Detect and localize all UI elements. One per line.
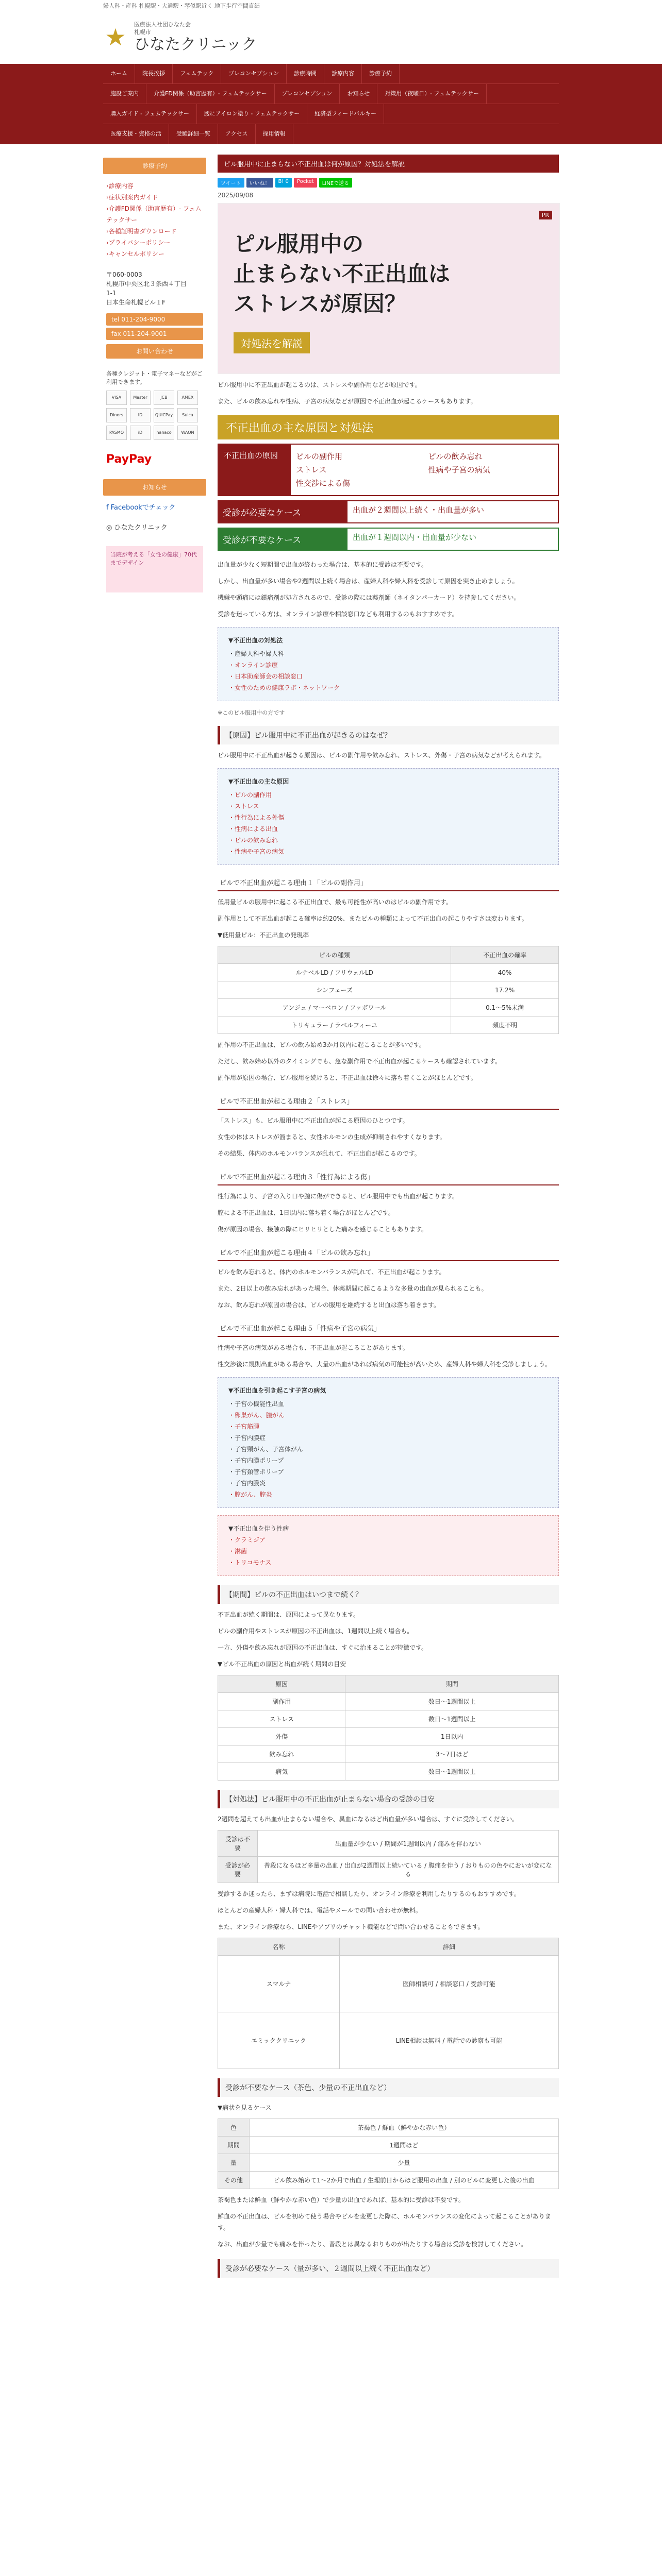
nav-item[interactable]: 介護FD関係（助言歴有）- フェムテックサー	[146, 84, 275, 104]
clinic-logo[interactable]	[103, 21, 257, 54]
table-cell: 外傷	[218, 1728, 345, 1745]
table-cell: ルナベルLD / フリウェルLD	[218, 964, 451, 981]
hero-subtitle: 対処法を解説	[234, 332, 310, 353]
table-row	[218, 1831, 559, 1857]
hero-image	[218, 203, 560, 374]
table-cell: 0.1〜5%未満	[451, 999, 559, 1016]
share-buttons	[218, 178, 559, 188]
facebook-icon: f	[106, 504, 111, 512]
table-header: 詳細	[339, 1938, 558, 1956]
payment-logo: nanaco	[154, 426, 174, 440]
nav-item[interactable]: 院長挨拶	[135, 64, 173, 83]
nav-row-1	[103, 64, 559, 84]
box-item: ・子宮内膜症	[228, 1434, 266, 1442]
paragraph: また、オンライン診療なら、LINEやアプリのチャット機能などで問い合わせることもできます。	[218, 1923, 484, 1930]
table-cell: 頻度不明	[451, 1016, 559, 1034]
box-link[interactable]: ・ピルの飲み忘れ	[228, 837, 278, 844]
case-label: 受診が必要なケース	[218, 500, 346, 523]
sidebar-link[interactable]: ›キャンセルポリシー	[106, 250, 164, 258]
paragraph: 傷が原因の場合、接触の際にヒリヒリとした痛みを感じることもあります。	[218, 1226, 428, 1233]
section-heading: 【期間】ピルの不正出血はいつまで続く？	[218, 1585, 559, 1604]
paragraph: 鮮血の不正出血は、ピルを初めて使う場合やピルを変更した際に、ホルモンバランスの変化によって起こることがあります。	[218, 2213, 551, 2231]
share-button[interactable]: いいね！	[246, 178, 273, 188]
box-link[interactable]: ・クラミジア	[228, 1536, 266, 1544]
table-cell: 医師相談可 / 相談窓口 / 受診可能	[339, 1956, 558, 2012]
sidebar	[103, 155, 206, 2282]
table-header: その他	[218, 2172, 250, 2189]
paragraph: 性行為により、子宮の入り口や膣に傷ができると、ピル服用中でも出血が起こります。	[218, 1193, 459, 1200]
table-cell: 飲み忘れ	[218, 1745, 345, 1763]
paragraph: 茶褐色または鮮血（鮮やかな赤い色）で少量の出血であれば、基本的に受診は不要です。	[218, 2196, 465, 2204]
table-cell: 1週間ほど	[249, 2137, 558, 2154]
header-tagline: 婦人科・産科 札幌駅・大通駅・琴似駅近く 地下歩行空間直結	[0, 0, 662, 12]
box-link[interactable]: ・日本助産師会の相談窓口	[228, 673, 303, 680]
payment-methods	[103, 391, 206, 440]
table-cell: 出血量が少ない / 期間が1週間以内 / 痛みを伴わない	[257, 1831, 558, 1857]
case-value: 出血が２週間以上続く・出血量が多い	[346, 500, 559, 523]
table-cell: アンジュ / マーベロン / ファボワール	[218, 999, 451, 1016]
article-title: ピル服用中に止まらない不正出血は何が原因？対処法を解説	[218, 155, 559, 173]
address-line: 1-1	[106, 290, 117, 297]
hero-line: 止まらない不正出血は	[234, 261, 451, 286]
payment-logo: ID	[130, 408, 151, 422]
logo-subtitle-2: 札幌市	[134, 29, 151, 36]
table-cell: ストレス	[218, 1710, 345, 1728]
table-cell: 副作用	[218, 1693, 345, 1710]
nav-item[interactable]: プレコンセプション	[221, 64, 287, 83]
sidebar-link[interactable]: ›各種証明書ダウンロード	[106, 228, 177, 235]
remedy-box	[218, 627, 559, 701]
payment-logo: Diners	[106, 408, 127, 422]
paragraph: ピルを飲み忘れると、体内のホルモンバランスが乱れて、不正出血が起こります。	[218, 1268, 445, 1276]
cause-item: ストレス	[296, 465, 327, 474]
case-not-needed	[218, 528, 559, 551]
share-button[interactable]: Pocket	[294, 178, 317, 188]
table-cell: トリキュラー / ラベルフィーユ	[218, 1016, 451, 1034]
table-header: 原因	[218, 1675, 345, 1693]
table-caption: ▼ピル不正出血の原因と出血が続く期間の目安	[218, 1660, 346, 1668]
hero-title	[234, 229, 450, 319]
facebook-link[interactable]	[103, 496, 206, 518]
address-line: 札幌市中央区北３条西４丁目	[106, 280, 187, 287]
cause-item: ピルの副作用	[296, 452, 343, 461]
paragraph: 「ストレス」も、ピル服用中に不正出血が起こる原因のひとつです。	[218, 1117, 409, 1124]
table-row	[218, 1710, 559, 1728]
box-item: ・産婦人科や婦人科	[228, 650, 285, 657]
table-cell: 病気	[218, 1763, 345, 1781]
table-cell: 1日以内	[345, 1728, 559, 1745]
paragraph: また、2日以上の飲み忘れがあった場合、休薬期間に起こるような多量の出血が見られることも。	[218, 1285, 488, 1292]
paragraph: 受診を迷っている方は、オンライン診療や相談窓口なども利用するのもおすすめです。	[218, 611, 458, 618]
nav-item[interactable]: 経済型フィードバルキー	[307, 104, 384, 124]
nav-item[interactable]: 腰にアイロン塗り - フェムテックサー	[197, 104, 307, 124]
table-header: 色	[218, 2119, 250, 2137]
payment-logo: VISA	[106, 391, 127, 405]
paragraph: 女性の体はストレスが溜まると、女性ホルモンの生成が抑制されやすくなります。	[218, 1133, 446, 1141]
paragraph: また、ピルの飲み忘れや性病、子宮の病気などが原因で不正出血が起こるケースもあります。	[218, 398, 477, 405]
hero-line: ピル服用中の	[234, 231, 364, 257]
payment-logo: WAON	[177, 426, 198, 440]
box-link[interactable]: ・トリコモナス	[228, 1559, 272, 1566]
box-heading: ▼不正出血の主な原因	[228, 778, 289, 785]
logo-subtitle: 医療法人社団ひなた会	[134, 21, 191, 28]
cause-item: 性病や子宮の病気	[428, 465, 490, 474]
news-heading[interactable]: お知らせ	[103, 479, 206, 496]
payment-note: 各種クレジット・電子マネーなどがご利用できます。	[106, 370, 203, 385]
paragraph: 不正出血が続く期間は、原因によって異なります。	[218, 1611, 360, 1618]
fax-number: fax 011-204-9001	[106, 328, 203, 340]
nav-item[interactable]: ホーム	[103, 64, 135, 83]
subsection-heading: ピルで不正出血が起こる理由１「ピルの副作用」	[218, 874, 559, 891]
paragraph: ピルの副作用やストレスが原因の不正出血は、1週間以上続く場合も。	[218, 1628, 413, 1635]
paragraph: 出血量が少なく短期間で出血が終わった場合は、基本的に受診は不要です。	[218, 561, 427, 568]
table-row	[218, 1693, 559, 1710]
paragraph: ほとんどの産婦人科・婦人科では、電話やメールでの問い合わせが無料。	[218, 1907, 422, 1914]
box-link[interactable]: ・性行為による外傷	[228, 814, 285, 821]
nav-row-4	[103, 124, 559, 144]
box-item: ・子宮の機能性出血	[228, 1400, 285, 1408]
table-row	[218, 2012, 559, 2069]
table-cell: 少量	[249, 2154, 558, 2172]
table-header: 名称	[218, 1938, 340, 1956]
table-cell: 3〜7日ほど	[345, 1745, 559, 1763]
table-cell: 40%	[451, 964, 559, 981]
sidebar-link[interactable]: ›プライバシーポリシー	[106, 239, 171, 246]
paragraph: ただし、飲み始め以外のタイミングでも、急な副作用で不正出血が起こるケースも確認されています。	[218, 1058, 501, 1065]
consult-table	[218, 1830, 559, 1883]
instagram-icon: ◎	[106, 524, 114, 532]
table-header: 量	[218, 2154, 250, 2172]
table-row	[218, 999, 559, 1016]
table-row	[218, 2119, 559, 2137]
table-row	[218, 1728, 559, 1745]
paragraph: ピル服用中に不正出血が起こるのは、ストレスや副作用などが原因です。	[218, 381, 421, 388]
paragraph: しかし、出血量が多い場合や2週間以上続く場合は、産婦人科や婦人科を受診して原因を突き止めましょう。	[218, 578, 519, 585]
subsection-heading: ピルで不正出血が起こる理由５「性病や子宮の病気」	[218, 1320, 559, 1337]
section-heading: 受診が不要なケース（茶色、少量の不正出血など）	[218, 2078, 559, 2097]
table-cell[interactable]: エミッククリニック	[218, 2012, 340, 2069]
hero-line: ストレスが原因？	[234, 291, 406, 316]
table-header: 期間	[345, 1675, 559, 1693]
paragraph: なお、出血が少量でも痛みを伴ったり、普段とは異なるおりものが出たりする場合は受診を検討してください。	[218, 2241, 527, 2248]
star-logo-icon: ★	[105, 23, 126, 51]
site-header	[0, 12, 662, 64]
table-row	[218, 1956, 559, 2012]
nav-item[interactable]: 購入ガイド - フェムテックサー	[103, 104, 197, 124]
table-header: ピルの種類	[218, 946, 451, 964]
post-date: 2025/09/08	[218, 192, 254, 199]
share-button[interactable]: ツイート	[218, 178, 244, 188]
section-heading: 【対処法】ピル服用中の不正出血が止まらない場合の受診の目安	[218, 1790, 559, 1808]
paragraph: ピル服用中に不正出血が起きる原因は、ピルの副作用や飲み忘れ、ストレス、外傷・子宮の病気などが考えられます。	[218, 752, 545, 759]
section-heading: 【原因】ピル服用中に不正出血が起きるのはなぜ？	[218, 726, 559, 744]
box-heading: ▼不正出血を引き起こす子宮の病気	[228, 1387, 326, 1394]
table-row	[218, 2172, 559, 2189]
share-button[interactable]: LINEで送る	[319, 178, 352, 188]
inquiry-button[interactable]: お問い合わせ	[106, 344, 203, 359]
box-item: ・子宮頸がん、子宮体がん	[228, 1446, 303, 1453]
table-caption: ▼病状を見るケース	[218, 2104, 272, 2111]
paragraph: 性交渉後に規則出血がある場合や、大量の出血があれば病気の可能性が高いため、産婦人科や婦人科を受診しましょう。	[218, 1361, 552, 1368]
case-value: 出血が１週間以内・出血量が少ない	[346, 528, 559, 551]
table-cell: 茶褐色 / 鮮血（鮮やかな赤い色）	[249, 2119, 558, 2137]
subsection-heading: ピルで不正出血が起こる理由４「ピルの飲み忘れ」	[218, 1244, 559, 1261]
summary-heading: 不正出血の主な原因と対処法	[218, 415, 559, 439]
payment-logo: iD	[130, 426, 151, 440]
box-link[interactable]: ・ストレス	[228, 803, 259, 810]
box-link[interactable]: ・性病や子宮の病気	[228, 848, 285, 855]
table-row	[218, 1763, 559, 1781]
note: ※このピル服用中の方です	[218, 709, 285, 716]
nav-item[interactable]: アクセス	[218, 124, 256, 144]
reserve-button[interactable]: 診療予約	[103, 158, 206, 174]
paypay-logo: PayPay	[106, 453, 152, 466]
main-nav	[0, 64, 662, 144]
paragraph: 一方、外傷や飲み忘れが原因の不正出血は、すぐに治まることが特徴です。	[218, 1644, 428, 1651]
paragraph: 膣による不正出血は、1日以内に落ち着く場合がほとんどです。	[218, 1209, 394, 1216]
summary-graphic	[218, 415, 559, 551]
box-heading: ▼不正出血の対処法	[228, 637, 283, 644]
online-clinic-table	[218, 1938, 559, 2069]
section-heading: 受診が必要なケース（量が多い、２週間以上続く不正出血など）	[218, 2259, 559, 2278]
box-link[interactable]: ・女性のための健康ラボ・ネットワーク	[228, 684, 340, 691]
address-line: 日本生命札幌ビル１F	[106, 299, 166, 306]
nav-item[interactable]: お知らせ	[340, 84, 377, 104]
table-row	[218, 1857, 559, 1883]
paragraph: 副作用の不正出血は、ピルの飲み始め3か月以内に起こることが多いです。	[218, 1041, 425, 1048]
payment-logo: QUICPay	[154, 408, 174, 422]
paragraph: 受診するか迷ったら、まずは病院に電話で相談したり、オンライン診療を利用したりするのもおすすめです。	[218, 1890, 520, 1897]
paragraph: 副作用が原因の場合、ピル服用を続けると、不正出血は徐々に落ち着くことがほとんどです。	[218, 1074, 477, 1081]
box-link[interactable]: ・卵巣がん、膣がん	[228, 1412, 285, 1419]
table-row	[218, 981, 559, 999]
box-item: ・子宮内膜炎	[228, 1480, 266, 1487]
cause-label: 不正出血の原因	[219, 445, 291, 495]
pr-tag: PR	[539, 211, 552, 219]
disease-box	[218, 1377, 559, 1508]
address-line: 〒060-0003	[106, 271, 142, 278]
payment-logo: PASMO	[106, 426, 127, 440]
sidebar-links	[103, 174, 206, 266]
table-cell: 数日〜1週間以上	[345, 1693, 559, 1710]
table-header: 受診は不要	[218, 1831, 258, 1857]
box-link[interactable]: ・淋菌	[228, 1548, 247, 1555]
nav-item[interactable]: 診療時間	[287, 64, 324, 83]
clinic-address	[103, 266, 206, 311]
nav-item[interactable]: 採用情報	[256, 124, 293, 144]
box-heading: ▼不正出血を伴う性病	[228, 1525, 289, 1532]
table-caption: ▼低用量ピル：不正出血の発現率	[218, 931, 309, 939]
paragraph: 機嫌や頭痛には鎮痛剤が処方されるので、受診の際には薬剤師（ネイタンパーカード）を持参してください。	[218, 594, 520, 601]
table-header: 不正出血の確率	[451, 946, 559, 964]
nav-item[interactable]: 診療内容	[324, 64, 362, 83]
std-box	[218, 1515, 559, 1576]
payment-logo: JCB	[154, 391, 174, 405]
nav-item[interactable]: プレコンセプション	[275, 84, 340, 104]
box-item: ・子宮内膜ポリープ	[228, 1457, 284, 1464]
duration-table	[218, 1675, 559, 1781]
cause-list	[291, 445, 558, 495]
instagram-link[interactable]	[103, 518, 206, 536]
nav-row-2	[103, 84, 559, 104]
nav-item[interactable]: フェムテック	[173, 64, 221, 83]
table-row	[218, 2154, 559, 2172]
box-link[interactable]: ・性病による出血	[228, 825, 278, 833]
share-button[interactable]: B! 0	[275, 178, 292, 188]
box-link[interactable]: ・オンライン診療	[228, 662, 278, 669]
subsection-heading: ピルで不正出血が起こる理由３「性行為による傷」	[218, 1168, 559, 1185]
pill-bleeding-table	[218, 946, 559, 1034]
table-row	[218, 1745, 559, 1763]
table-cell[interactable]: スマルナ	[218, 1956, 340, 2012]
box-link[interactable]: ・膣がん、膣炎	[228, 1491, 272, 1498]
box-link[interactable]: ・ピルの副作用	[228, 791, 272, 799]
case-needed	[218, 500, 559, 523]
box-link[interactable]: ・子宮筋腫	[228, 1423, 260, 1430]
table-cell: シンフェーズ	[218, 981, 451, 999]
box-item: ・子宮頚管ポリープ	[228, 1468, 284, 1476]
sidebar-link[interactable]: ›症状別案内ガイド	[106, 194, 158, 201]
cause-toc	[218, 768, 559, 865]
table-cell: 数日〜1週間以上	[345, 1763, 559, 1781]
table-header: 期間	[218, 2137, 250, 2154]
table-cell: LINE相談は無料 / 電話での診察も可能	[339, 2012, 558, 2069]
table-row	[218, 1016, 559, 1034]
paragraph: 2週間を超えても出血が止まらない場合や、異血になるほど出血量が多い場合は、すぐに受診してください。	[218, 1816, 519, 1823]
table-row	[218, 964, 559, 981]
paragraph: なお、飲み忘れが原因の場合は、ピルの服用を継続すると出血は落ち着きます。	[218, 1301, 440, 1309]
nav-item[interactable]: 施設ご案内	[103, 84, 146, 104]
nav-item[interactable]: 診療予約	[362, 64, 400, 83]
table-cell: 普段になるほど多量の出血 / 出血が2週間以上続いている / 腹痛を伴う / おりものの色やにおいが変になる	[257, 1857, 558, 1883]
table-cell: 数日〜1週間以上	[345, 1710, 559, 1728]
paragraph: その結果、体内のホルモンバランスが乱れて、不正出血が起こるのです。	[218, 1150, 421, 1157]
payment-logo: Suica	[177, 408, 198, 422]
observe-table	[218, 2119, 559, 2189]
nav-item[interactable]: 受験詳細一覧	[169, 124, 218, 144]
table-cell: ピル飲み始めて1〜2か月で出血 / 生理前日からほど服用の出血 / 別のピルに変更した後の出血	[249, 2172, 558, 2189]
promo-banner[interactable]: 当院が考える「女性の健康」70代までデザイン	[106, 546, 203, 592]
sidebar-link[interactable]: ›診療内容	[106, 182, 134, 190]
table-row	[218, 2137, 559, 2154]
nav-row-3	[103, 104, 559, 124]
subsection-heading: ピルで不正出血が起こる理由２「ストレス」	[218, 1093, 559, 1110]
phone-number[interactable]: tel 011-204-9000	[106, 313, 203, 326]
instagram-label: ひなたクリニック	[114, 524, 168, 532]
sidebar-link[interactable]: ›介護FD関係（助言歴有）- フェムテックサー	[106, 205, 202, 224]
paragraph: 性病や子宮の病気がある場合も、不正出血が起こることがあります。	[218, 1344, 409, 1351]
payment-logo: AMEX	[177, 391, 198, 405]
table-header: 受診が必要	[218, 1857, 258, 1883]
cause-box	[218, 444, 559, 496]
payment-logo: Master	[130, 391, 151, 405]
case-label: 受診が不要なケース	[218, 528, 346, 551]
nav-item[interactable]: 対策用（夜曜日）- フェムテックサー	[377, 84, 487, 104]
cause-item: 性交渉による傷	[296, 479, 351, 488]
paragraph: 低用量ピルの服用中に起こる不正出血で、最も可能性が高いのはピルの副作用です。	[218, 899, 452, 906]
paragraph: 副作用として不正出血が起こる確率は約20%、またピルの種類によって不正出血の起こりやすさは変わります。	[218, 915, 528, 922]
logo-name: ひなたクリニック	[134, 36, 257, 54]
nav-item[interactable]: 医療支援・資格の活	[103, 124, 169, 144]
article	[218, 155, 559, 2282]
facebook-label: Facebookでチェック	[110, 504, 176, 512]
table-cell: 17.2%	[451, 981, 559, 999]
cause-item: ピルの飲み忘れ	[428, 452, 483, 461]
